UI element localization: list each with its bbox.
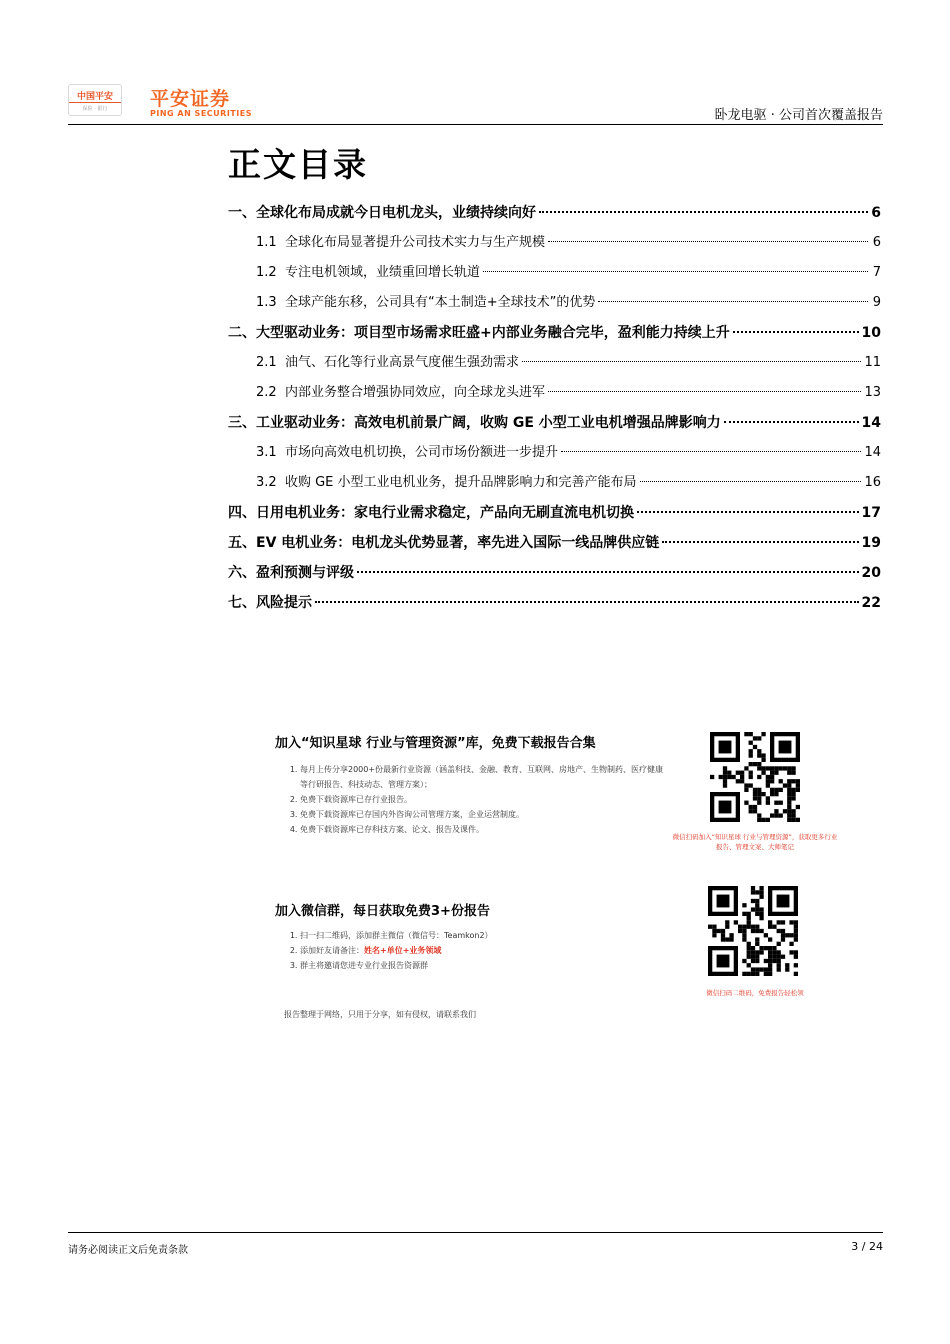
list-item: 1. 扫一扫二维码，添加群主微信（微信号：Teamkon2） xyxy=(300,928,670,943)
toc-text: 市场向高效电机切换，公司市场份额进一步提升 xyxy=(284,445,558,460)
toc-number: 2.1 xyxy=(256,355,285,370)
toc-text: 日用电机业务：家电行业需求稳定，产品向无刷直流电机切换 xyxy=(256,505,634,521)
toc-subsection[interactable] xyxy=(228,228,881,258)
toc-number: 2.2 xyxy=(256,385,285,400)
qr-caption-1: 微信扫码加入“知识星球 行业与管理资源”，获取更多行业报告、管理文案、大师笔记 xyxy=(672,833,838,851)
logo-subtext: 保险 · 银行 xyxy=(82,106,108,112)
toc-section[interactable] xyxy=(228,318,881,348)
list-item: 4. 免费下载资源库已存科技方案、论文、报告及课件。 xyxy=(300,822,670,837)
toc-text: 风险提示 xyxy=(256,595,312,611)
toc-leader-dots xyxy=(637,511,859,513)
list-item: 3. 免费下载资源库已存国内外咨询公司管理方案，企业运营制度。 xyxy=(300,807,670,822)
toc-text: 盈利预测与评级 xyxy=(256,565,354,581)
toc-leader-dots xyxy=(662,541,858,543)
toc-text: EV 电机业务：电机龙头优势显著，率先进入国际一线品牌供应链 xyxy=(256,535,660,551)
toc-number: 二、 xyxy=(228,325,256,341)
toc-number: 三、 xyxy=(228,415,256,431)
toc-leader-dots xyxy=(315,601,859,603)
footer-disclaimer: 请务必阅读正文后免责条款 xyxy=(68,1245,188,1256)
toc-subsection[interactable] xyxy=(228,468,881,498)
toc-number: 3.2 xyxy=(256,475,285,490)
list-item: 2. 添加好友请备注：姓名+单位+业务领域 xyxy=(300,943,670,958)
toc-page-number: 20 xyxy=(861,565,881,581)
toc-section[interactable] xyxy=(228,408,881,438)
toc-leader-dots xyxy=(483,271,868,272)
promo-list-2 xyxy=(284,928,670,973)
toc-page-number: 6 xyxy=(872,235,881,250)
qr-caption-2: 微信扫码二维码，免费报告轻松领 xyxy=(706,989,804,997)
toc-number: 1.3 xyxy=(256,295,285,310)
toc-subsection[interactable] xyxy=(228,438,881,468)
report-title: 卧龙电驱 · 公司首次覆盖报告 xyxy=(714,108,883,123)
toc-number: 四、 xyxy=(228,505,256,521)
toc-text: 全球化布局显著提升公司技术实力与生产规模 xyxy=(284,235,545,250)
qr-code-knowledge-planet[interactable] xyxy=(710,732,800,822)
toc-leader-dots xyxy=(539,211,868,213)
toc-page-number: 19 xyxy=(861,535,881,551)
toc-leader-dots xyxy=(598,301,868,302)
toc-page-number: 14 xyxy=(864,445,881,460)
toc-leader-dots xyxy=(561,451,861,452)
toc-leader-dots xyxy=(522,361,861,362)
toc-page-number: 11 xyxy=(864,355,881,370)
remark-highlight: 姓名+单位+业务领域 xyxy=(364,946,442,955)
toc-number: 1.2 xyxy=(256,265,285,280)
toc-section[interactable] xyxy=(228,528,881,558)
page-title: 正文目录 xyxy=(228,145,368,184)
toc-leader-dots xyxy=(724,421,859,423)
toc-number: 1.1 xyxy=(256,235,285,250)
page-number: 3 / 24 xyxy=(851,1240,883,1253)
toc-leader-dots xyxy=(548,241,868,242)
qr-code-wechat-group[interactable] xyxy=(708,886,798,976)
pingan-logo xyxy=(68,84,122,116)
footer-divider xyxy=(68,1232,883,1233)
toc-text: 工业驱动业务：高效电机前景广阔，收购 GE 小型工业电机增强品牌影响力 xyxy=(256,415,721,431)
toc-subsection[interactable] xyxy=(228,258,881,288)
promo-note: 报告整理于网络，只用于分享，如有侵权，请联系我们 xyxy=(284,1010,476,1019)
toc-text: 内部业务整合增强协同效应，向全球龙头进军 xyxy=(284,385,545,400)
page-header xyxy=(68,84,883,124)
toc-subsection[interactable] xyxy=(228,288,881,318)
toc-page-number: 17 xyxy=(861,505,881,521)
toc-number: 一、 xyxy=(228,205,256,221)
toc-page-number: 6 xyxy=(871,205,881,221)
header-divider xyxy=(68,124,883,125)
toc-text: 专注电机领域，业绩重回增长轨道 xyxy=(284,265,480,280)
toc-section[interactable] xyxy=(228,498,881,528)
toc-leader-dots xyxy=(640,481,862,482)
toc-subsection[interactable] xyxy=(228,378,881,408)
toc-page-number: 16 xyxy=(864,475,881,490)
promo-list-1 xyxy=(284,762,670,837)
list-item: 2. 免费下载资源库已存行业报告。 xyxy=(300,792,670,807)
toc-text: 油气、石化等行业高景气度催生强劲需求 xyxy=(284,355,519,370)
logo-text: 中国平安 xyxy=(76,92,113,102)
promo-title-2: 加入微信群，每日获取免费3+份报告 xyxy=(275,904,490,919)
toc-section[interactable] xyxy=(228,558,881,588)
toc-page-number: 22 xyxy=(861,595,881,611)
toc-number: 3.1 xyxy=(256,445,285,460)
toc-page-number: 10 xyxy=(861,325,881,341)
toc-text: 全球产能东移，公司具有“本土制造+全球技术”的优势 xyxy=(284,295,596,310)
toc-page-number: 9 xyxy=(872,295,881,310)
toc-page-number: 14 xyxy=(861,415,881,431)
toc-section[interactable] xyxy=(228,198,881,228)
promo-block xyxy=(270,724,838,1034)
brand-name: 平安证券 xyxy=(150,88,231,110)
toc-number: 七、 xyxy=(228,595,256,611)
toc-number: 五、 xyxy=(228,535,256,551)
toc-text: 全球化布局成就今日电机龙头，业绩持续向好 xyxy=(256,205,536,221)
toc-section[interactable] xyxy=(228,588,881,618)
toc-leader-dots xyxy=(733,331,859,333)
list-item: 3. 群主将邀请您进专业行业报告资源群 xyxy=(300,958,670,973)
brand-name-en: PING AN SECURITIES xyxy=(150,109,252,118)
toc-text: 大型驱动业务：项目型市场需求旺盛+内部业务融合完毕，盈利能力持续上升 xyxy=(256,325,730,341)
toc-page-number: 7 xyxy=(872,265,881,280)
promo-title-1: 加入“知识星球 行业与管理资源”库，免费下载报告合集 xyxy=(275,736,596,751)
toc-leader-dots xyxy=(548,391,861,392)
toc-text: 收购 GE 小型工业电机业务，提升品牌影响力和完善产能布局 xyxy=(284,475,637,490)
toc-subsection[interactable] xyxy=(228,348,881,378)
table-of-contents xyxy=(228,198,881,618)
toc-number: 六、 xyxy=(228,565,256,581)
toc-leader-dots xyxy=(357,571,859,573)
toc-page-number: 13 xyxy=(864,385,881,400)
list-item: 1. 每月上传分享2000+份最新行业资源（涵盖科技、金融、教育、互联网、房地产、生物制药、医疗健康等行研报告、科技动态、管理方案）； xyxy=(300,762,670,792)
